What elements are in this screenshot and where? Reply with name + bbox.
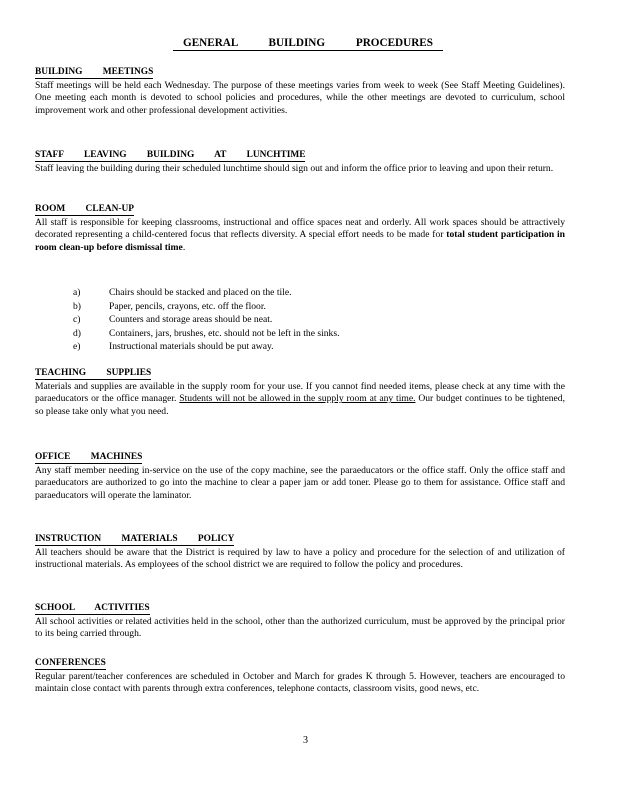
section-teaching-supplies: [35, 367, 565, 418]
section-school-activities: [35, 602, 565, 641]
section-text: All school activities or related activities held in the school, other than the authorized curriculum, must be approved by the principal prior to its being carried through.: [35, 616, 565, 640]
list-item-letter: c): [73, 314, 81, 326]
section-text: Staff meetings will be held each Wednesday. The purpose of these meetings varies from week to week (See Staff Meeting Guidelines). One meeting each month is devoted to school policies and procedures, while the other meetings are devoted to curriculum, school improvement work and other professional development activities.: [35, 80, 565, 116]
list-item-text: Counters and storage areas should be neat.: [109, 314, 273, 326]
cleanup-list: [73, 287, 493, 355]
section-heading: TEACHING SUPPLIES: [35, 368, 152, 378]
cleanup-end: .: [182, 241, 186, 253]
list-item-text: Instructional materials should be put away.: [109, 341, 274, 353]
section-text: Staff leaving the building during their scheduled lunchtime should sign out and inform the office prior to leaving and upon their return.: [35, 163, 554, 174]
list-item: [73, 341, 493, 355]
section-building-meetings: [35, 66, 565, 117]
list-item: [73, 301, 493, 315]
section-staff-leaving: [35, 149, 565, 175]
list-item-letter: e): [73, 341, 81, 353]
section-heading: ROOM CLEAN-UP: [35, 204, 134, 214]
list-item-letter: b): [73, 300, 81, 312]
section-text: [35, 217, 565, 254]
section-heading: STAFF LEAVING BUILDING AT LUNCHTIME: [35, 150, 306, 160]
list-item: [73, 314, 493, 328]
section-heading: BUILDING MEETINGS: [35, 67, 154, 77]
cleanup-bold-text: total student participation in room clean-up before dismissal time: [35, 229, 565, 253]
page-title: GENERAL BUILDING PROCEDURES: [173, 37, 443, 51]
section-text: [35, 381, 565, 418]
list-item: [73, 287, 493, 301]
section-text: Regular parent/teacher conferences are scheduled in October and March for grades K through 5. However, teachers are encouraged to maintain close contact with parents through extra conferences, telephone contacts, classroom visits, good news, etc.: [35, 671, 565, 695]
page-number: 3: [303, 735, 308, 746]
list-item-text: Chairs should be stacked and placed on the tile.: [109, 287, 292, 298]
section-room-cleanup: [35, 203, 565, 254]
section-office-machines: [35, 451, 565, 502]
supplies-text-b: Our budget continues to be tightened, so please take only what you need.: [35, 393, 565, 417]
list-item-letter: d): [73, 327, 81, 339]
section-text: All teachers should be aware that the District is required by law to have a policy and procedure for the selection of and utilization of instructional materials. As employees of the school district we are required to follow the policy and procedures.: [35, 547, 565, 571]
list-item-text: Containers, jars, brushes, etc. should not be left in the sinks.: [109, 327, 340, 339]
cleanup-text: All staff is responsible for keeping classrooms, instructional and office spaces neat and orderly. All work spaces should be attractively decorated representing a child-centered focus that reflects diversity. A special effort needs to be made for: [35, 217, 565, 241]
section-heading: SCHOOL ACTIVITIES: [35, 603, 150, 613]
section-heading: CONFERENCES: [35, 658, 106, 668]
list-item-text: Paper, pencils, crayons, etc. off the floor.: [109, 300, 266, 312]
supplies-text-a: Materials and supplies are available in the supply room for your use. If you cannot find needed items, please check at any time with the paraeducators or the office manager.: [35, 381, 565, 405]
list-item: [73, 328, 493, 342]
section-heading: INSTRUCTION MATERIALS POLICY: [35, 534, 235, 544]
section-heading: OFFICE MACHINES: [35, 452, 143, 462]
section-text: Any staff member needing in-service on the use of the copy machine, see the paraeducators or the office staff. Only the office staff and paraeducators are authorized to go into the machine to clear a paper jam or add toner. Please go to them for assistance. Office staff and paraeducators will operate the laminator.: [35, 465, 565, 501]
list-item-letter: a): [73, 287, 81, 298]
section-conferences: [35, 657, 565, 696]
supplies-underlined-text: Students will not be allowed in the supply room at any time.: [179, 393, 416, 405]
section-instruction-materials: [35, 533, 565, 572]
